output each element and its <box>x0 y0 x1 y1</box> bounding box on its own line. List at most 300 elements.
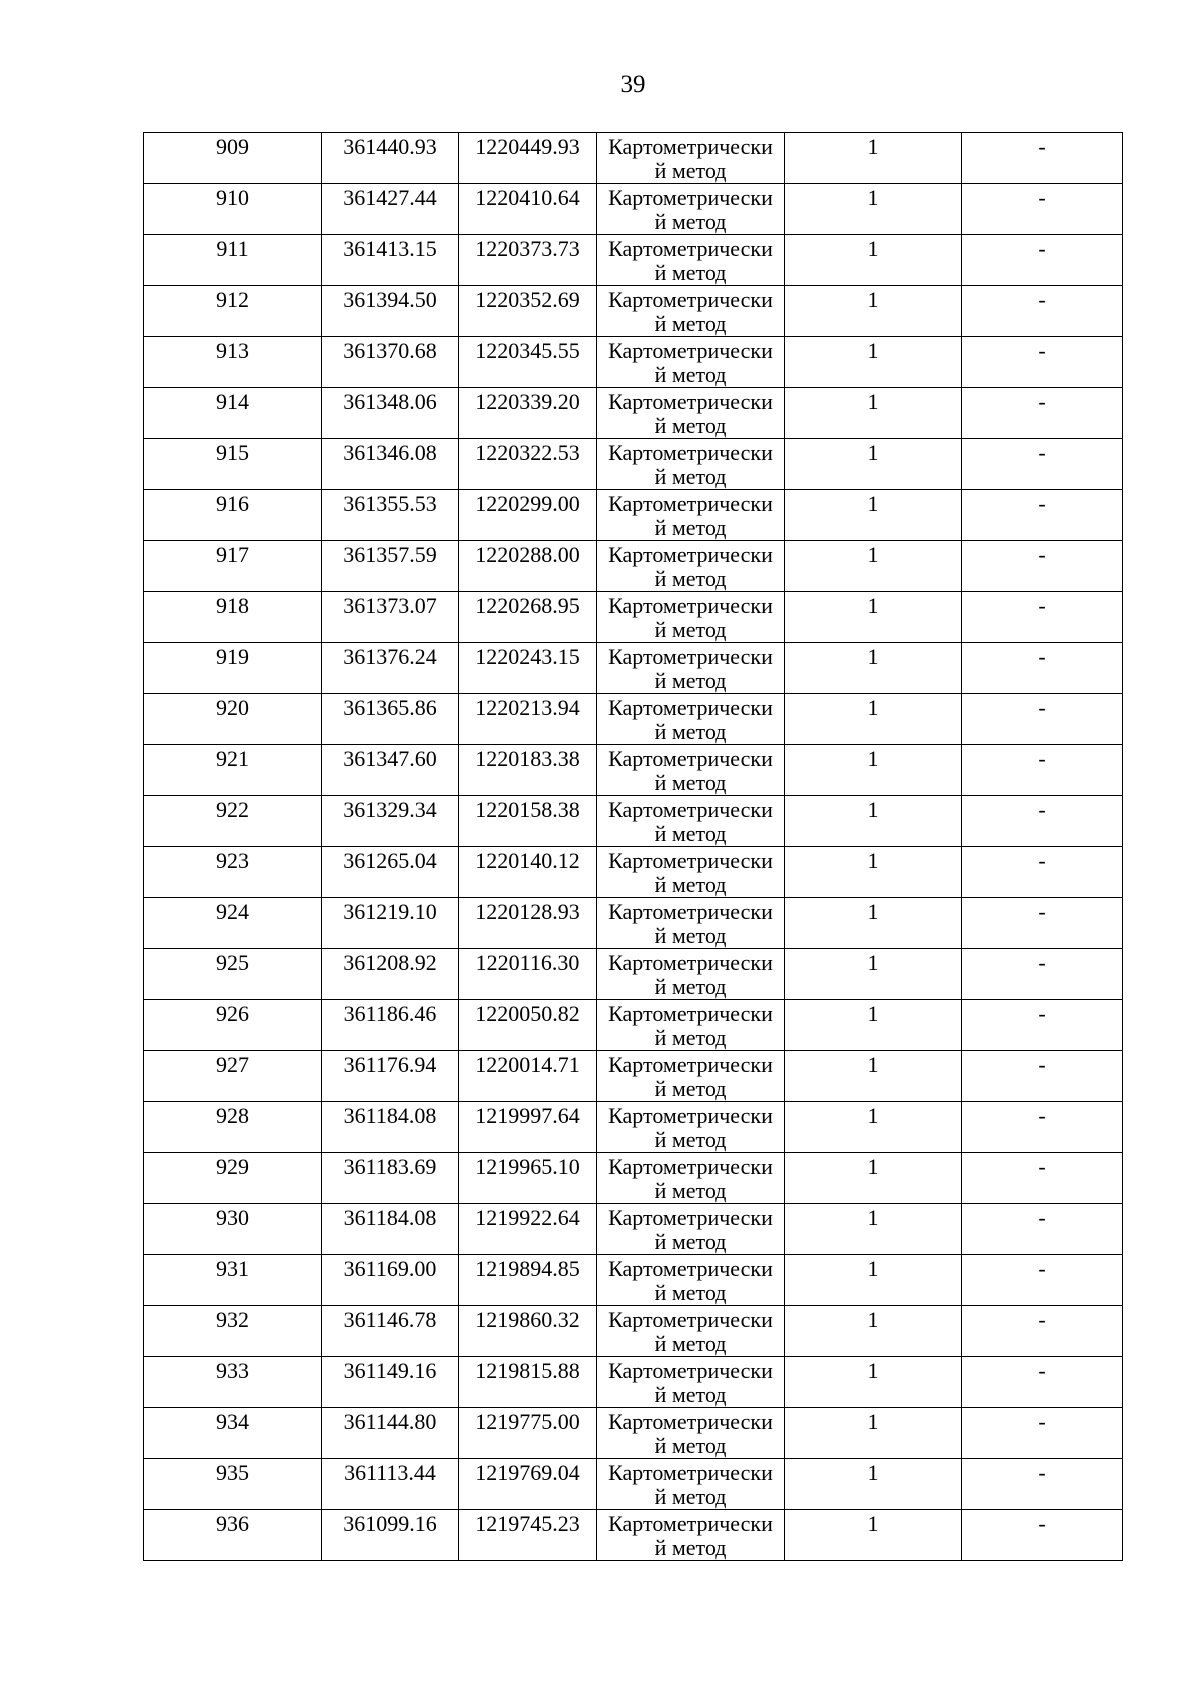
note-cell <box>962 541 1123 592</box>
accuracy-value: 1 <box>867 644 879 669</box>
note-value: - <box>1038 236 1046 261</box>
y-coordinate: 1219745.23 <box>475 1511 580 1536</box>
note-value: - <box>1038 644 1046 669</box>
y-coordinate-cell <box>459 1000 597 1051</box>
y-coordinate-cell <box>459 388 597 439</box>
accuracy-cell <box>785 1510 962 1561</box>
x-coordinate-cell <box>322 541 459 592</box>
accuracy-value: 1 <box>867 1052 879 1077</box>
x-coordinate-cell <box>322 133 459 184</box>
table-row <box>144 1102 1123 1153</box>
method-line-one: Картометрически <box>608 593 773 618</box>
method-text <box>597 643 784 693</box>
x-coordinate: 361348.06 <box>343 389 437 414</box>
point-number-cell <box>144 1051 322 1102</box>
y-coordinate: 1219965.10 <box>475 1154 580 1179</box>
method-cell <box>597 133 785 184</box>
point-number: 909 <box>216 134 249 159</box>
y-coordinate: 1220299.00 <box>475 491 580 516</box>
point-number-cell <box>144 1306 322 1357</box>
method-line-two: й метод <box>654 719 727 744</box>
note-value: - <box>1038 1409 1046 1434</box>
point-number: 932 <box>216 1307 249 1332</box>
y-coordinate-cell <box>459 745 597 796</box>
point-number: 910 <box>216 185 249 210</box>
note-cell <box>962 184 1123 235</box>
accuracy-cell <box>785 745 962 796</box>
note-value: - <box>1038 1103 1046 1128</box>
table-row <box>144 133 1123 184</box>
method-line-one: Картометрически <box>608 1511 773 1536</box>
point-number-cell <box>144 388 322 439</box>
x-coordinate-cell <box>322 439 459 490</box>
accuracy-cell <box>785 1459 962 1510</box>
y-coordinate-cell <box>459 1306 597 1357</box>
point-number: 918 <box>216 593 249 618</box>
accuracy-cell <box>785 133 962 184</box>
table-row <box>144 949 1123 1000</box>
method-text <box>597 1153 784 1203</box>
x-coordinate: 361440.93 <box>343 134 437 159</box>
note-value: - <box>1038 1511 1046 1536</box>
point-number: 913 <box>216 338 249 363</box>
method-line-one: Картометрически <box>608 389 773 414</box>
table-row <box>144 490 1123 541</box>
method-line-one: Картометрически <box>608 1358 773 1383</box>
y-coordinate: 1219894.85 <box>475 1256 580 1281</box>
method-cell <box>597 592 785 643</box>
method-cell <box>597 337 785 388</box>
y-coordinate: 1219922.64 <box>475 1205 580 1230</box>
note-cell <box>962 1102 1123 1153</box>
table-row <box>144 439 1123 490</box>
x-coordinate: 361099.16 <box>343 1511 437 1536</box>
point-number-cell <box>144 235 322 286</box>
point-number: 933 <box>216 1358 249 1383</box>
y-coordinate: 1219769.04 <box>475 1460 580 1485</box>
accuracy-cell <box>785 1408 962 1459</box>
method-line-one: Картометрически <box>608 1307 773 1332</box>
method-text <box>597 1102 784 1152</box>
x-coordinate-cell <box>322 1459 459 1510</box>
point-number-cell <box>144 1255 322 1306</box>
accuracy-value: 1 <box>867 287 879 312</box>
table-row <box>144 1510 1123 1561</box>
accuracy-value: 1 <box>867 236 879 261</box>
method-text <box>597 388 784 438</box>
accuracy-value: 1 <box>867 797 879 822</box>
method-line-one: Картометрически <box>608 185 773 210</box>
point-number: 928 <box>216 1103 249 1128</box>
point-number: 919 <box>216 644 249 669</box>
note-value: - <box>1038 185 1046 210</box>
x-coordinate-cell <box>322 286 459 337</box>
method-cell <box>597 1153 785 1204</box>
accuracy-cell <box>785 643 962 694</box>
note-value: - <box>1038 593 1046 618</box>
method-cell <box>597 490 785 541</box>
point-number-cell <box>144 949 322 1000</box>
x-coordinate-cell <box>322 898 459 949</box>
method-line-one: Картометрически <box>608 542 773 567</box>
y-coordinate: 1220449.93 <box>475 134 580 159</box>
method-cell <box>597 439 785 490</box>
table-row <box>144 388 1123 439</box>
point-number-cell <box>144 898 322 949</box>
method-line-one: Картометрически <box>608 746 773 771</box>
method-text <box>597 1357 784 1407</box>
table-row <box>144 1306 1123 1357</box>
method-text <box>597 898 784 948</box>
method-cell <box>597 235 785 286</box>
x-coordinate-cell <box>322 1204 459 1255</box>
x-coordinate-cell <box>322 847 459 898</box>
y-coordinate-cell <box>459 898 597 949</box>
method-cell <box>597 847 785 898</box>
y-coordinate-cell <box>459 592 597 643</box>
point-number: 924 <box>216 899 249 924</box>
method-line-two: й метод <box>654 515 727 540</box>
accuracy-cell <box>785 1255 962 1306</box>
x-coordinate-cell <box>322 1510 459 1561</box>
accuracy-cell <box>785 541 962 592</box>
method-cell <box>597 949 785 1000</box>
y-coordinate-cell <box>459 1204 597 1255</box>
y-coordinate: 1220288.00 <box>475 542 580 567</box>
x-coordinate: 361144.80 <box>343 1409 437 1434</box>
method-cell <box>597 1204 785 1255</box>
accuracy-cell <box>785 235 962 286</box>
note-value: - <box>1038 1205 1046 1230</box>
point-number-cell <box>144 796 322 847</box>
accuracy-value: 1 <box>867 1256 879 1281</box>
table-body <box>144 133 1123 1561</box>
x-coordinate-cell <box>322 235 459 286</box>
x-coordinate: 361186.46 <box>343 1001 437 1026</box>
y-coordinate: 1220345.55 <box>475 338 580 363</box>
note-cell <box>962 1408 1123 1459</box>
accuracy-value: 1 <box>867 593 879 618</box>
y-coordinate: 1220352.69 <box>475 287 580 312</box>
note-cell <box>962 1357 1123 1408</box>
note-cell <box>962 1051 1123 1102</box>
method-line-two: й метод <box>654 158 727 183</box>
method-line-one: Картометрически <box>608 1154 773 1179</box>
coordinates-table <box>143 132 1123 1561</box>
point-number-cell <box>144 1510 322 1561</box>
method-cell <box>597 1255 785 1306</box>
point-number: 936 <box>216 1511 249 1536</box>
y-coordinate-cell <box>459 235 597 286</box>
x-coordinate: 361373.07 <box>343 593 437 618</box>
method-cell <box>597 388 785 439</box>
y-coordinate-cell <box>459 949 597 1000</box>
note-value: - <box>1038 287 1046 312</box>
point-number: 915 <box>216 440 249 465</box>
table-row <box>144 643 1123 694</box>
method-line-one: Картометрически <box>608 1205 773 1230</box>
method-line-two: й метод <box>654 413 727 438</box>
method-text <box>597 439 784 489</box>
method-line-one: Картометрически <box>608 797 773 822</box>
y-coordinate-cell <box>459 1408 597 1459</box>
y-coordinate: 1220140.12 <box>475 848 580 873</box>
point-number: 927 <box>216 1052 249 1077</box>
note-cell <box>962 1153 1123 1204</box>
y-coordinate-cell <box>459 490 597 541</box>
method-line-two: й метод <box>654 260 727 285</box>
note-value: - <box>1038 338 1046 363</box>
note-value: - <box>1038 1460 1046 1485</box>
note-cell <box>962 235 1123 286</box>
method-line-one: Картометрически <box>608 287 773 312</box>
accuracy-cell <box>785 1357 962 1408</box>
table-row <box>144 745 1123 796</box>
point-number: 917 <box>216 542 249 567</box>
x-coordinate: 361149.16 <box>343 1358 437 1383</box>
point-number: 911 <box>216 236 249 261</box>
x-coordinate-cell <box>322 490 459 541</box>
method-line-one: Картометрически <box>608 338 773 363</box>
table-row <box>144 1000 1123 1051</box>
note-cell <box>962 133 1123 184</box>
method-line-two: й метод <box>654 923 727 948</box>
point-number-cell <box>144 1357 322 1408</box>
point-number: 934 <box>216 1409 249 1434</box>
point-number: 923 <box>216 848 249 873</box>
method-text <box>597 286 784 336</box>
method-line-one: Картометрически <box>608 950 773 975</box>
y-coordinate: 1220268.95 <box>475 593 580 618</box>
y-coordinate: 1220322.53 <box>475 440 580 465</box>
note-value: - <box>1038 1256 1046 1281</box>
table-row <box>144 1153 1123 1204</box>
method-line-two: й метод <box>654 821 727 846</box>
method-line-one: Картометрически <box>608 1052 773 1077</box>
point-number-cell <box>144 1204 322 1255</box>
y-coordinate-cell <box>459 184 597 235</box>
method-cell <box>597 643 785 694</box>
y-coordinate: 1220014.71 <box>475 1052 580 1077</box>
note-value: - <box>1038 1154 1046 1179</box>
y-coordinate-cell <box>459 1510 597 1561</box>
note-cell <box>962 796 1123 847</box>
accuracy-cell <box>785 949 962 1000</box>
point-number-cell <box>144 439 322 490</box>
method-line-two: й метод <box>654 1535 727 1560</box>
point-number: 926 <box>216 1001 249 1026</box>
accuracy-cell <box>785 439 962 490</box>
x-coordinate: 361265.04 <box>343 848 437 873</box>
y-coordinate: 1219997.64 <box>475 1103 580 1128</box>
method-cell <box>597 1051 785 1102</box>
method-text <box>597 1459 784 1509</box>
x-coordinate-cell <box>322 1255 459 1306</box>
table-row <box>144 898 1123 949</box>
accuracy-cell <box>785 1102 962 1153</box>
point-number-cell <box>144 694 322 745</box>
point-number: 916 <box>216 491 249 516</box>
y-coordinate-cell <box>459 1153 597 1204</box>
y-coordinate-cell <box>459 133 597 184</box>
method-line-one: Картометрически <box>608 644 773 669</box>
method-cell <box>597 541 785 592</box>
method-line-one: Картометрически <box>608 440 773 465</box>
accuracy-value: 1 <box>867 1103 879 1128</box>
x-coordinate-cell <box>322 184 459 235</box>
method-line-two: й метод <box>654 464 727 489</box>
x-coordinate: 361357.59 <box>343 542 437 567</box>
page-number: 39 <box>620 71 646 98</box>
y-coordinate: 1220213.94 <box>475 695 580 720</box>
method-line-one: Картометрически <box>608 1001 773 1026</box>
accuracy-cell <box>785 694 962 745</box>
method-text <box>597 337 784 387</box>
x-coordinate-cell <box>322 388 459 439</box>
method-text <box>597 592 784 642</box>
y-coordinate: 1220410.64 <box>475 185 580 210</box>
method-cell <box>597 1357 785 1408</box>
table-row <box>144 847 1123 898</box>
x-coordinate: 361183.69 <box>343 1154 437 1179</box>
method-text <box>597 847 784 897</box>
accuracy-value: 1 <box>867 440 879 465</box>
y-coordinate-cell <box>459 694 597 745</box>
y-coordinate-cell <box>459 847 597 898</box>
point-number-cell <box>144 745 322 796</box>
y-coordinate-cell <box>459 1255 597 1306</box>
note-value: - <box>1038 695 1046 720</box>
method-cell <box>597 286 785 337</box>
note-value: - <box>1038 542 1046 567</box>
x-coordinate: 361355.53 <box>343 491 437 516</box>
y-coordinate: 1219815.88 <box>475 1358 580 1383</box>
note-value: - <box>1038 746 1046 771</box>
point-number-cell <box>144 1102 322 1153</box>
x-coordinate-cell <box>322 1408 459 1459</box>
method-text <box>597 1051 784 1101</box>
method-cell <box>597 1000 785 1051</box>
method-line-two: й метод <box>654 617 727 642</box>
x-coordinate: 361376.24 <box>343 644 437 669</box>
y-coordinate-cell <box>459 1102 597 1153</box>
method-line-one: Картометрически <box>608 899 773 924</box>
method-cell <box>597 1408 785 1459</box>
accuracy-value: 1 <box>867 1511 879 1536</box>
method-line-two: й метод <box>654 1280 727 1305</box>
x-coordinate: 361146.78 <box>343 1307 437 1332</box>
point-number: 930 <box>216 1205 249 1230</box>
method-text <box>597 184 784 234</box>
method-cell <box>597 898 785 949</box>
x-coordinate-cell <box>322 337 459 388</box>
table-row <box>144 694 1123 745</box>
accuracy-cell <box>785 286 962 337</box>
y-coordinate-cell <box>459 643 597 694</box>
method-text <box>597 745 784 795</box>
y-coordinate-cell <box>459 1357 597 1408</box>
x-coordinate-cell <box>322 949 459 1000</box>
point-number-cell <box>144 643 322 694</box>
note-value: - <box>1038 1001 1046 1026</box>
note-value: - <box>1038 1358 1046 1383</box>
note-value: - <box>1038 899 1046 924</box>
x-coordinate-cell <box>322 1153 459 1204</box>
accuracy-value: 1 <box>867 1205 879 1230</box>
point-number-cell <box>144 592 322 643</box>
accuracy-value: 1 <box>867 1001 879 1026</box>
note-value: - <box>1038 389 1046 414</box>
method-cell <box>597 1102 785 1153</box>
y-coordinate-cell <box>459 286 597 337</box>
table-row <box>144 184 1123 235</box>
y-coordinate-cell <box>459 796 597 847</box>
point-number-cell <box>144 847 322 898</box>
note-cell <box>962 1255 1123 1306</box>
x-coordinate: 361394.50 <box>343 287 437 312</box>
accuracy-cell <box>785 796 962 847</box>
note-value: - <box>1038 950 1046 975</box>
note-value: - <box>1038 134 1046 159</box>
method-line-two: й метод <box>654 1076 727 1101</box>
table-row <box>144 1357 1123 1408</box>
method-line-one: Картометрически <box>608 1460 773 1485</box>
accuracy-value: 1 <box>867 491 879 516</box>
y-coordinate: 1219860.32 <box>475 1307 580 1332</box>
table-row <box>144 235 1123 286</box>
method-line-one: Картометрически <box>608 1103 773 1128</box>
method-line-two: й метод <box>654 974 727 999</box>
accuracy-value: 1 <box>867 338 879 363</box>
note-value: - <box>1038 1307 1046 1332</box>
accuracy-value: 1 <box>867 746 879 771</box>
x-coordinate-cell <box>322 1051 459 1102</box>
note-cell <box>962 1000 1123 1051</box>
note-value: - <box>1038 848 1046 873</box>
method-line-one: Картометрически <box>608 848 773 873</box>
accuracy-value: 1 <box>867 848 879 873</box>
point-number-cell <box>144 1408 322 1459</box>
method-line-one: Картометрически <box>608 134 773 159</box>
note-value: - <box>1038 1052 1046 1077</box>
accuracy-cell <box>785 898 962 949</box>
x-coordinate-cell <box>322 592 459 643</box>
method-line-one: Картометрически <box>608 695 773 720</box>
method-cell <box>597 1459 785 1510</box>
table-row <box>144 796 1123 847</box>
y-coordinate-cell <box>459 337 597 388</box>
method-cell <box>597 694 785 745</box>
accuracy-cell <box>785 388 962 439</box>
note-cell <box>962 286 1123 337</box>
method-cell <box>597 745 785 796</box>
y-coordinate: 1220183.38 <box>475 746 580 771</box>
table-row <box>144 592 1123 643</box>
method-cell <box>597 1306 785 1357</box>
method-line-one: Картометрически <box>608 236 773 261</box>
point-number-cell <box>144 541 322 592</box>
x-coordinate: 361346.08 <box>343 440 437 465</box>
method-line-two: й метод <box>654 1127 727 1152</box>
accuracy-value: 1 <box>867 695 879 720</box>
x-coordinate: 361113.44 <box>344 1460 436 1485</box>
table-row <box>144 286 1123 337</box>
point-number-cell <box>144 133 322 184</box>
accuracy-cell <box>785 1204 962 1255</box>
method-line-two: й метод <box>654 1484 727 1509</box>
y-coordinate: 1220158.38 <box>475 797 580 822</box>
method-text <box>597 541 784 591</box>
